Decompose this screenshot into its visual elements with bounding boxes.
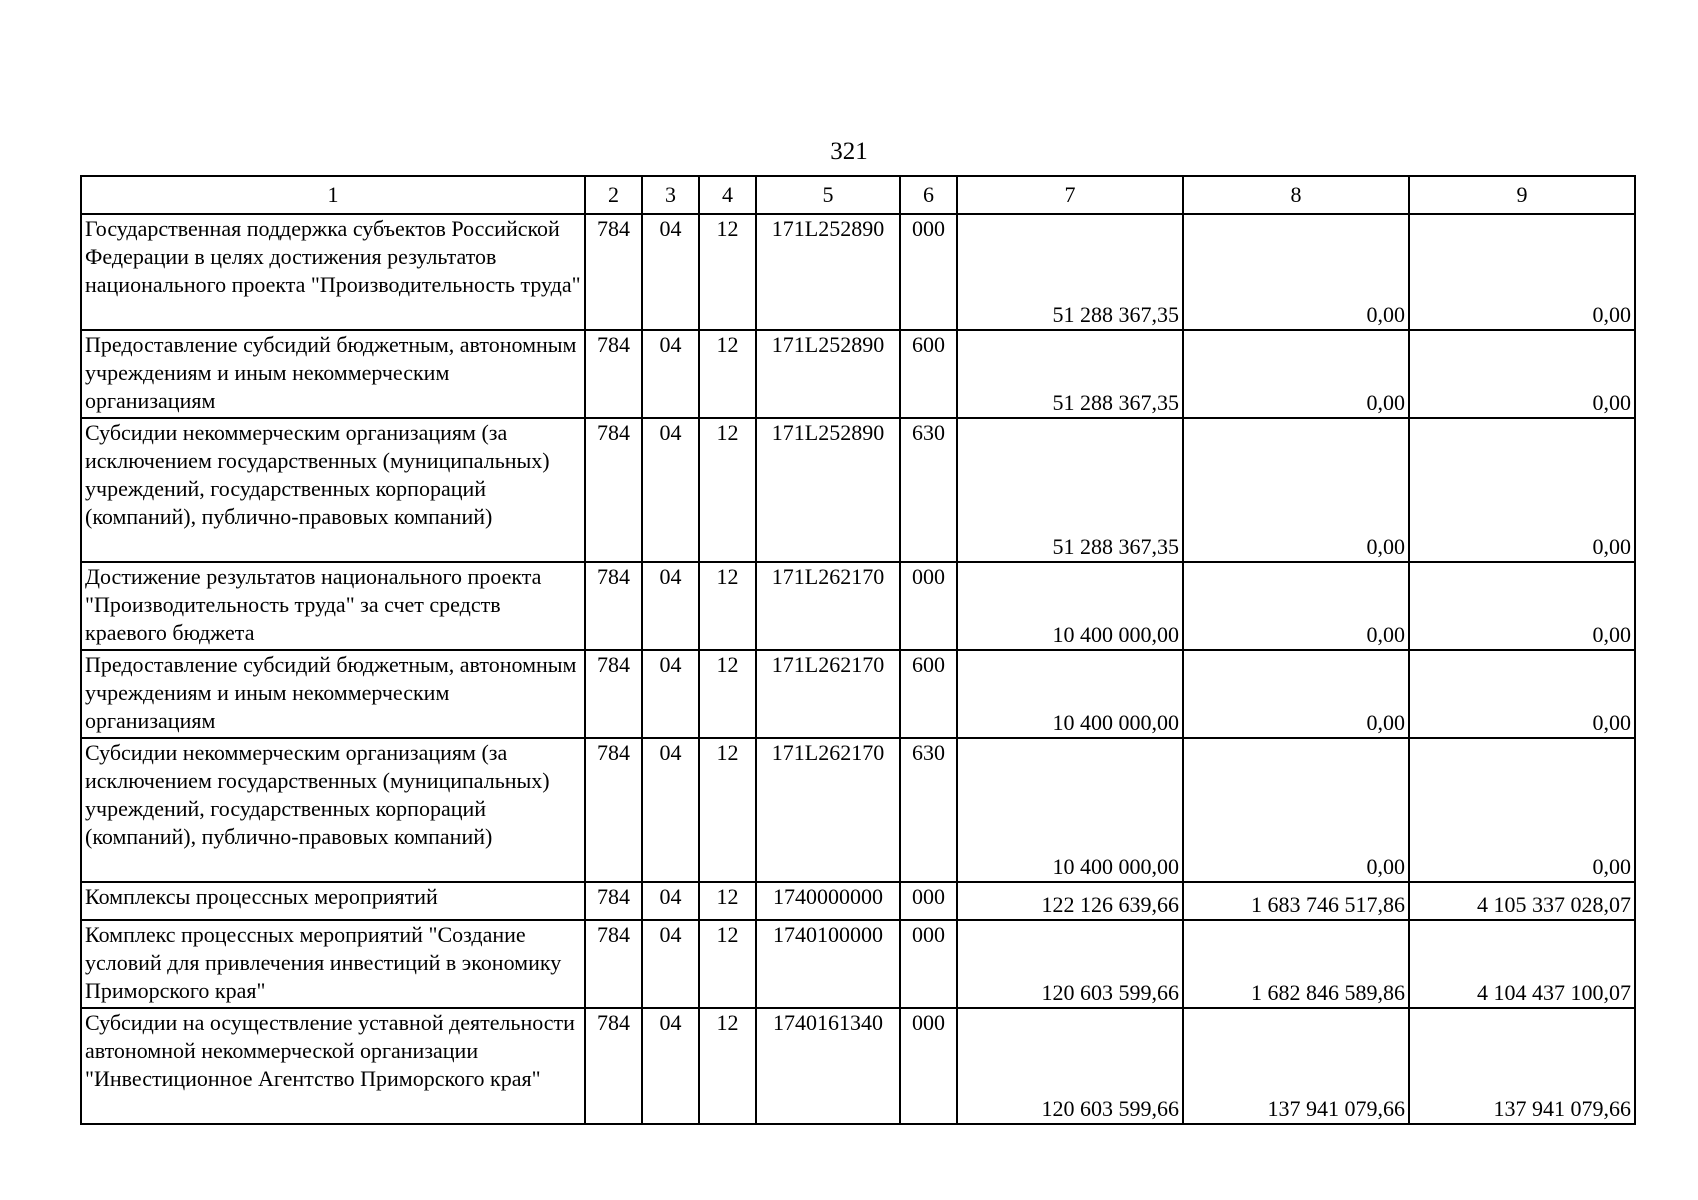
cell-col3: 04 <box>642 650 699 738</box>
cell-col4: 12 <box>699 418 756 562</box>
cell-col2: 784 <box>585 738 642 882</box>
row-name: Предоставление субсидий бюджетным, автономным учреждениям и иным некоммерческим организациям <box>81 650 585 738</box>
cell-col8: 1 682 846 589,86 <box>1183 920 1409 1008</box>
cell-col7: 120 603 599,66 <box>957 920 1183 1008</box>
cell-col9: 4 104 437 100,07 <box>1409 920 1635 1008</box>
row-name: Субсидии на осуществление уставной деятельности автономной некоммерческой организации "Инвестиционное Агентство Приморского края" <box>81 1008 585 1124</box>
column-header: 9 <box>1409 176 1635 214</box>
cell-col3: 04 <box>642 1008 699 1124</box>
table-row <box>81 650 1635 738</box>
cell-col6: 000 <box>900 562 957 650</box>
column-header: 3 <box>642 176 699 214</box>
cell-col7: 10 400 000,00 <box>957 562 1183 650</box>
cell-col6: 000 <box>900 1008 957 1124</box>
cell-col4: 12 <box>699 214 756 330</box>
cell-col4: 12 <box>699 738 756 882</box>
column-header: 6 <box>900 176 957 214</box>
cell-col7: 51 288 367,35 <box>957 214 1183 330</box>
cell-col2: 784 <box>585 882 642 920</box>
cell-col9: 4 105 337 028,07 <box>1409 882 1635 920</box>
page-number: 321 <box>830 138 868 165</box>
cell-col2: 784 <box>585 1008 642 1124</box>
column-header: 8 <box>1183 176 1409 214</box>
table-row <box>81 330 1635 418</box>
cell-col8: 0,00 <box>1183 650 1409 738</box>
cell-col9: 137 941 079,66 <box>1409 1008 1635 1124</box>
cell-col6: 000 <box>900 214 957 330</box>
cell-col3: 04 <box>642 882 699 920</box>
cell-col8: 0,00 <box>1183 418 1409 562</box>
table-row <box>81 418 1635 562</box>
cell-col2: 784 <box>585 418 642 562</box>
cell-col5: 1740000000 <box>756 882 900 920</box>
cell-col3: 04 <box>642 738 699 882</box>
column-header: 4 <box>699 176 756 214</box>
cell-col8: 0,00 <box>1183 562 1409 650</box>
column-header: 2 <box>585 176 642 214</box>
budget-table <box>80 175 1636 1125</box>
cell-col5: 171L252890 <box>756 418 900 562</box>
cell-col3: 04 <box>642 562 699 650</box>
cell-col9: 0,00 <box>1409 650 1635 738</box>
cell-col5: 171L252890 <box>756 214 900 330</box>
cell-col7: 51 288 367,35 <box>957 330 1183 418</box>
cell-col9: 0,00 <box>1409 214 1635 330</box>
cell-col5: 1740100000 <box>756 920 900 1008</box>
cell-col8: 0,00 <box>1183 214 1409 330</box>
cell-col5: 1740161340 <box>756 1008 900 1124</box>
cell-col4: 12 <box>699 650 756 738</box>
cell-col7: 10 400 000,00 <box>957 650 1183 738</box>
cell-col3: 04 <box>642 214 699 330</box>
cell-col4: 12 <box>699 330 756 418</box>
cell-col3: 04 <box>642 418 699 562</box>
cell-col6: 630 <box>900 738 957 882</box>
table-row <box>81 562 1635 650</box>
cell-col5: 171L262170 <box>756 650 900 738</box>
column-header: 7 <box>957 176 1183 214</box>
cell-col2: 784 <box>585 562 642 650</box>
cell-col6: 000 <box>900 920 957 1008</box>
column-header: 5 <box>756 176 900 214</box>
cell-col2: 784 <box>585 214 642 330</box>
cell-col9: 0,00 <box>1409 330 1635 418</box>
cell-col5: 171L252890 <box>756 330 900 418</box>
cell-col5: 171L262170 <box>756 738 900 882</box>
row-name: Предоставление субсидий бюджетным, автономным учреждениям и иным некоммерческим организациям <box>81 330 585 418</box>
cell-col7: 122 126 639,66 <box>957 882 1183 920</box>
cell-col9: 0,00 <box>1409 738 1635 882</box>
row-name: Достижение результатов национального проекта "Производительность труда" за счет средств краевого бюджета <box>81 562 585 650</box>
cell-col9: 0,00 <box>1409 562 1635 650</box>
cell-col6: 000 <box>900 882 957 920</box>
cell-col8: 0,00 <box>1183 738 1409 882</box>
cell-col2: 784 <box>585 920 642 1008</box>
cell-col6: 600 <box>900 650 957 738</box>
table-row <box>81 738 1635 882</box>
row-name: Субсидии некоммерческим организациям (за исключением государственных (муниципальных) учреждений, государственных корпораций (компаний), публично-правовых компаний) <box>81 418 585 562</box>
cell-col4: 12 <box>699 882 756 920</box>
cell-col6: 600 <box>900 330 957 418</box>
column-header: 1 <box>81 176 585 214</box>
cell-col6: 630 <box>900 418 957 562</box>
cell-col7: 51 288 367,35 <box>957 418 1183 562</box>
table-row <box>81 1008 1635 1124</box>
cell-col8: 137 941 079,66 <box>1183 1008 1409 1124</box>
cell-col7: 10 400 000,00 <box>957 738 1183 882</box>
cell-col4: 12 <box>699 1008 756 1124</box>
cell-col3: 04 <box>642 330 699 418</box>
cell-col4: 12 <box>699 920 756 1008</box>
table-row <box>81 920 1635 1008</box>
cell-col2: 784 <box>585 650 642 738</box>
cell-col7: 120 603 599,66 <box>957 1008 1183 1124</box>
table-header-row <box>81 176 1635 214</box>
cell-col5: 171L262170 <box>756 562 900 650</box>
cell-col8: 0,00 <box>1183 330 1409 418</box>
cell-col4: 12 <box>699 562 756 650</box>
row-name: Комплексы процессных мероприятий <box>81 882 585 920</box>
row-name: Государственная поддержка субъектов Российской Федерации в целях достижения результатов национального проекта "Производительность труда" <box>81 214 585 330</box>
table-row <box>81 882 1635 920</box>
row-name: Комплекс процессных мероприятий "Создание условий для привлечения инвестиций в экономику Приморского края" <box>81 920 585 1008</box>
cell-col3: 04 <box>642 920 699 1008</box>
cell-col9: 0,00 <box>1409 418 1635 562</box>
table-row <box>81 214 1635 330</box>
cell-col2: 784 <box>585 330 642 418</box>
cell-col8: 1 683 746 517,86 <box>1183 882 1409 920</box>
row-name: Субсидии некоммерческим организациям (за исключением государственных (муниципальных) учреждений, государственных корпораций (компаний), публично-правовых компаний) <box>81 738 585 882</box>
